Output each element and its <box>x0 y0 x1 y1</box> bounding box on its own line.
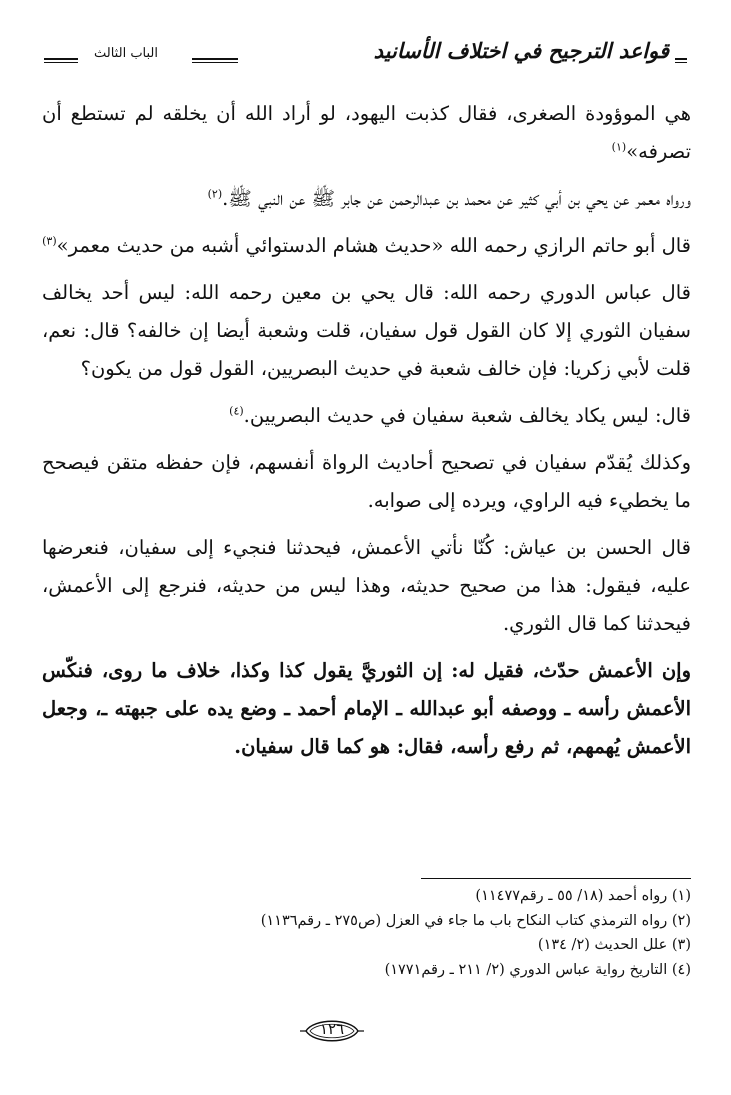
paragraph: قال عباس الدوري رحمه الله: قال يحي بن معين رحمه الله: ليس أحد يخالف سفيان الثوري إلا كان القول قول سفيان، قلت وشعبة أيضا إن خالفه؟ قال: نعم، قلت لأبي زكريا: فإن خالف شعبة في حديث البصريين، القول قول من يكون؟ <box>42 281 691 380</box>
paragraph: وإن الأعمش حدّث، فقيل له: إن الثوريَّ يقول كذا وكذا، خلاف ما روى، فنكّس الأعمش رأسه ـ ووصفه أبو عبدالله ـ الإمام أحمد ـ وضع يده على جبهته ـ، وجعل الأعمش يُهمهم، ثم رفع رأسه، فقال: هو كما قال سفيان. <box>42 659 691 758</box>
header-rule-right <box>675 58 687 63</box>
page-number: ١٢٦ <box>319 1020 345 1038</box>
running-header <box>44 38 687 78</box>
paragraph: قال: ليس يكاد يخالف شعبة سفيان في حديث البصريين.$^{(٤)}$ <box>229 404 691 427</box>
footnote: (١) رواه أحمد (١٨/ ٥٥ ـ رقم١١٤٧٧) <box>475 888 691 904</box>
footnote: (٤) التاريخ رواية عباس الدوري (٢/ ٢١١ ـ رقم١٧٧١) <box>384 961 691 978</box>
footnotes <box>200 884 691 982</box>
paragraph: قال أبو حاتم الرازي رحمه الله «حديث هشام الدستوائي أشبه من حديث معمر»$^{(٣)}$ <box>42 234 691 257</box>
paragraph: قال الحسن بن عياش: كُنّا نأتي الأعمش، فيحدثنا فنجيء إلى سفيان، فنعرضها عليه، فيقول: هذا من صحيح حديثه، وهذا ليس من حديثه، فنرجع إلى الأعمش، فيحدثنا كما قال الثوري. <box>42 536 691 635</box>
footnote-marker: (٣) <box>42 234 57 248</box>
header-rule-middle <box>192 58 238 63</box>
paragraph: ورواه معمر عن يحي بن أبي كثير عن محمد بن عبدالرحمن عن جابر ﷺ عن النبي ﷺ.$^{(٢)}$ <box>207 187 691 210</box>
page-number-ornament <box>300 1016 364 1046</box>
footnote-divider <box>421 878 691 879</box>
chapter-label: الباب الثالث <box>94 46 159 61</box>
footnote-marker: (٢) <box>207 187 223 201</box>
footnote-marker: (١) <box>611 140 627 154</box>
book-title: قواعد الترجيح في اختلاف الأسانيد <box>373 38 669 63</box>
footnote: (٣) علل الحديث (٢/ ١٣٤) <box>537 937 691 953</box>
footnote-marker: (٤) <box>229 404 244 418</box>
paragraph: هي الموؤودة الصغرى، فقال كذبت اليهود، لو أراد الله أن يخلقه لم تستطع أن تصرفه»$^{(١)}$ <box>42 102 691 163</box>
footnote: (٢) رواه الترمذي كتاب النكاح باب ما جاء في العزل (ص٢٧٥ ـ رقم١١٣٦) <box>260 912 691 929</box>
paragraph: وكذلك يُقدّم سفيان في تصحيح أحاديث الرواة أنفسهم، فإن حفظه متقن فيصحح ما يخطيء فيه الراوي، ويرده إلى صوابه. <box>42 451 691 512</box>
main-text <box>42 95 691 775</box>
header-rule-left <box>44 58 78 63</box>
